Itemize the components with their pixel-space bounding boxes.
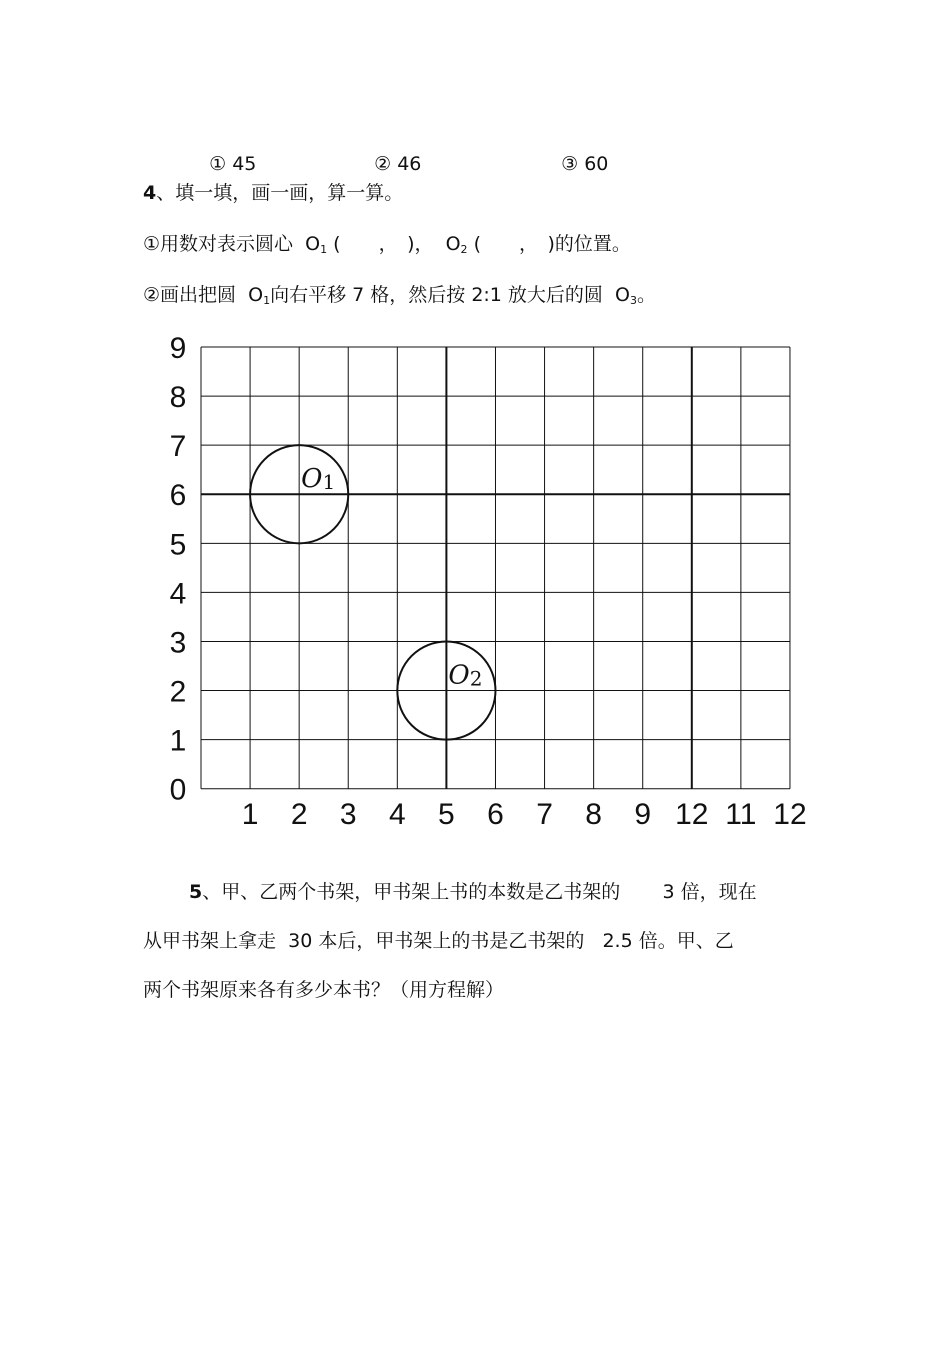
circle-o2-label: O2 [448,660,483,691]
o2-sub: 2 [460,243,468,256]
q4-number: 4 [143,182,157,204]
y-tick-label: 4 [169,577,187,611]
o1-label-2: O [248,284,264,306]
q4-line1-prefix: ①用数对表示圆心 [143,233,294,255]
x-tick-label: 3 [339,798,357,831]
option-3-value: 60 [584,153,609,175]
x-tick-label: 8 [585,798,602,831]
x-tick-label: 2 [290,798,308,831]
y-tick-label: 9 [169,332,187,365]
q5-line2-a: 从甲书架上拿走 [143,930,277,952]
y-tick-label: 7 [169,430,187,464]
option-1-marker: ① [209,153,227,175]
q5-line2-b: 30 本后，甲书架上的书是乙书架的 [288,930,585,952]
q5-line2 [143,928,734,954]
q5-line1-b: 3 倍，现在 [662,881,757,903]
x-tick-label: 7 [536,798,553,831]
q5-line2-c: 2.5 倍。甲、乙 [602,930,734,952]
y-tick-label: 6 [169,479,187,513]
x-tick-label: 9 [634,798,652,831]
x-tick-label: 6 [487,798,504,831]
q4-line2-middle: 向右平移 7 格，然后按 2:1 放大后的圆 [270,284,603,306]
q4-line2-suffix: 。 [637,284,657,306]
x-tick-label: 12 [773,798,807,831]
option-1-value: 45 [232,153,257,175]
x-tick-label: 5 [438,798,455,831]
x-tick-label: 4 [388,798,406,831]
x-tick-label: 12 [675,798,709,831]
q5-line1-a: 、甲、乙两个书架，甲书架上书的本数是乙书架的 [202,881,621,903]
q4-title-text: 、填一填，画一画，算一算。 [156,182,404,204]
y-tick-label: 5 [169,528,187,562]
q5-line1 [189,879,757,905]
q5-line3-text: 两个书架原来各有多少本书？（用方程解） [143,979,505,1001]
y-tick-label: 2 [169,675,187,709]
option-2-marker: ② [374,153,392,175]
o1-blank: ( ， )， [333,233,434,255]
option-2-value: 46 [397,153,422,175]
option-3-marker: ③ [561,153,579,175]
q5-number: 5 [189,881,203,903]
o1-sub: 1 [320,243,328,256]
o2-label: O [445,233,461,255]
x-tick-label: 1 [241,798,259,831]
y-tick-label: 8 [169,381,187,415]
o3-sub: 3 [630,294,637,307]
o1-sub-2: 1 [263,294,271,307]
y-tick-label: 1 [169,724,187,758]
x-tick-label: 11 [725,798,757,831]
q4-line1-suffix: 的位置。 [554,233,631,255]
q5-line3 [143,977,504,1003]
q4-line2-prefix: ②画出把圆 [143,284,237,306]
o1-label: O [305,233,321,255]
y-tick-label: 3 [169,626,187,660]
o2-blank: ( ， ) [473,233,555,255]
y-tick-label: 0 [169,773,187,807]
o3-label: O [615,284,630,306]
circle-o1-label: O1 [301,464,336,495]
